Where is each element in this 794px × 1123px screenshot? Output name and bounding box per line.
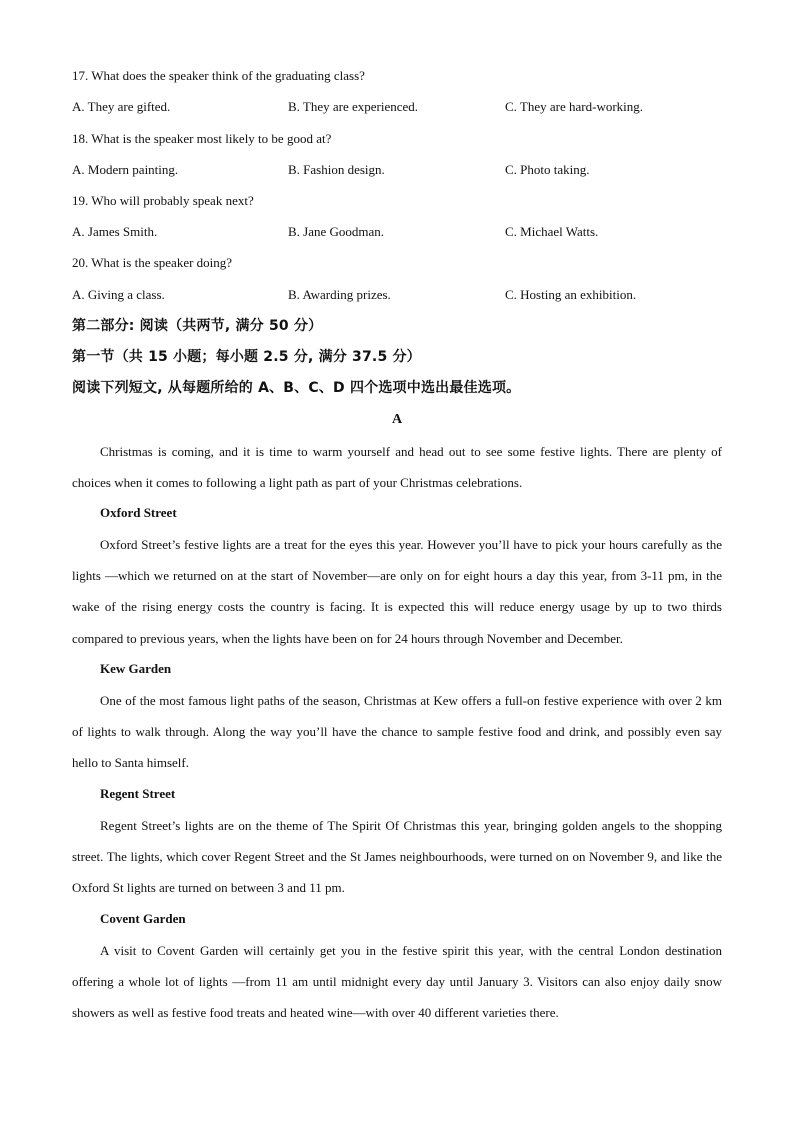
question-18: 18. What is the speaker most likely to be good at?: [72, 131, 332, 146]
question-20-option-a: A. Giving a class.: [72, 287, 165, 302]
section-text-regent-street: Regent Street’s lights are on the theme of The Spirit Of Christmas this year, bringing golden angels to the shopping street. The lights, which cover Regent Street and the St James neighbourhoods, were turned on on November 9, and like the Oxford St lights are turned on between 3 and 11 pm.: [72, 818, 722, 896]
instruction: 阅读下列短文, 从每题所给的 A、B、C、D 四个选项中选出最佳选项。: [72, 380, 521, 396]
question-17: 17. What does the speaker think of the graduating class?: [72, 68, 365, 83]
question-17-option-c: C. They are hard-working.: [505, 99, 644, 114]
question-19-option-b: B. Jane Goodman.: [288, 224, 385, 239]
section-heading-regent-street: Regent Street: [100, 786, 176, 801]
section-text-kew-garden: One of the most famous light paths of the season, Christmas at Kew offers a full-on festive experience with over 2 km of lights to walk through. Along the way you’ll have the chance to sample festive food and drink, and possibly even say hello to Santa himself.: [72, 693, 722, 771]
section-text-oxford-street: Oxford Street’s festive lights are a treat for the eyes this year. However you’ll have to pick your hours carefully as the lights —which we returned on at the start of November—are only on for eight hours a day this year, from 3-11 pm, in the wake of the rising energy costs the country is facing. It is expected this will reduce energy usage by up to two thirds compared to previous years, when the lights have been on for 24 hours through November and December.: [72, 537, 722, 646]
passage-intro: Christmas is coming, and it is time to warm yourself and head out to see some festive lights. There are plenty of choices when it comes to following a light path as part of your Christmas celebrations.: [72, 444, 722, 491]
question-19-option-c: C. Michael Watts.: [505, 224, 599, 239]
sub-title: 第一节（共 15 小题；每小题 2.5 分, 满分 37.5 分）: [72, 349, 421, 365]
question-19: 19. Who will probably speak next?: [72, 193, 254, 208]
question-19-option-a: A. James Smith.: [72, 224, 158, 239]
part-title: 第二部分: 阅读（共两节, 满分 50 分）: [72, 318, 323, 334]
section-text-covent-garden: A visit to Covent Garden will certainly get you in the festive spirit this year, with the central London destination offering a whole lot of lights —from 11 am until midnight every day until January 3. Visitors can also enjoy daily snow showers as well as festive food treats and heated wine—with over 40 different varieties there.: [72, 943, 722, 1021]
question-20-option-c: C. Hosting an exhibition.: [505, 287, 637, 302]
question-18-option-b: B. Fashion design.: [288, 162, 385, 177]
question-17-option-a: A. They are gifted.: [72, 99, 171, 114]
question-20: 20. What is the speaker doing?: [72, 255, 233, 270]
section-heading-oxford-street: Oxford Street: [100, 505, 177, 520]
question-17-option-b: B. They are experienced.: [288, 99, 419, 114]
section-heading-kew-garden: Kew Garden: [100, 661, 172, 676]
section-heading-covent-garden: Covent Garden: [100, 911, 186, 926]
question-20-option-b: B. Awarding prizes.: [288, 287, 391, 302]
question-18-option-a: A. Modern painting.: [72, 162, 179, 177]
passage-label: A: [391, 412, 403, 427]
question-18-option-c: C. Photo taking.: [505, 162, 590, 177]
